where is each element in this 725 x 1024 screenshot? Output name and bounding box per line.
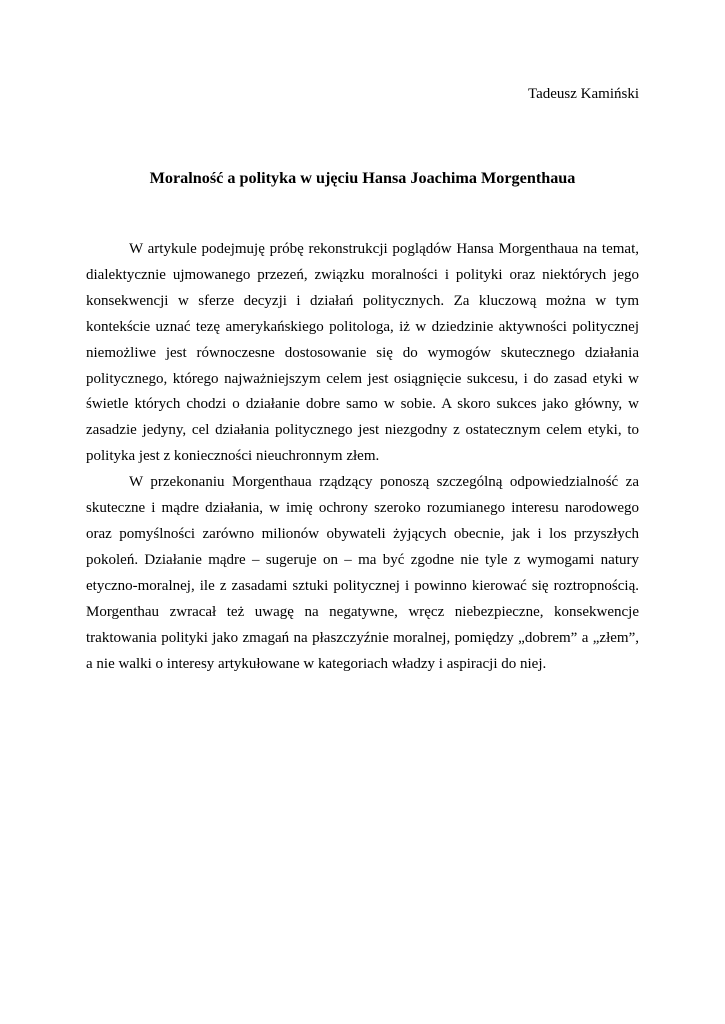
article-body — [86, 237, 639, 677]
article-title: Moralność a polityka w ujęciu Hansa Joachima Morgenthaua — [149, 169, 576, 187]
paragraph-2: W przekonaniu Morgenthaua rządzący ponoszą szczególną odpowiedzialność za skuteczne i mądre działania, w imię ochrony szeroko rozumianego interesu narodowego oraz pomyślności zarówno milionów obywateli żyjących obecnie, jak i los przyszłych pokoleń. Działanie mądre – sugeruje on – ma być zgodne nie tyle z wymogami natury etyczno-moralnej, ile z zasadami sztuki politycznej i powinno kierować się roztropnością. Morgenthau zwracał też uwagę na negatywne, wręcz niebezpieczne, konsekwencje traktowania polityki jako zmagań na płaszczyźnie moralnej, pomiędzy „dobrem” a „złem”, a nie walki o interesy artykułowane w kategoriach władzy i aspiracji do niej. — [86, 474, 639, 672]
paragraph-1: W artykule podejmuję próbę rekonstrukcji poglądów Hansa Morgenthaua na temat, dialektycznie ujmowanego przezeń, związku moralności i polityki oraz niektórych jego konsekwencji w sferze decyzji i działań politycznych. Za kluczową można w tym kontekście uznać tezę amerykańskiego politologa, iż w dziedzinie aktywności politycznej niemożliwe jest równoczesne dostosowanie się do wymogów skutecznego działania politycznego, którego najważniejszym celem jest osiągnięcie sukcesu, i do zasad etyki w świetle których chodzi o działanie dobre samo w sobie. A skoro sukces jako główny, w zasadzie jedyny, cel działania politycznego jest niezgodny z ostatecznym celem etyki, to polityka jest z konieczności nieuchronnym złem. — [86, 241, 639, 465]
author-name: Tadeusz Kamiński — [527, 86, 639, 102]
